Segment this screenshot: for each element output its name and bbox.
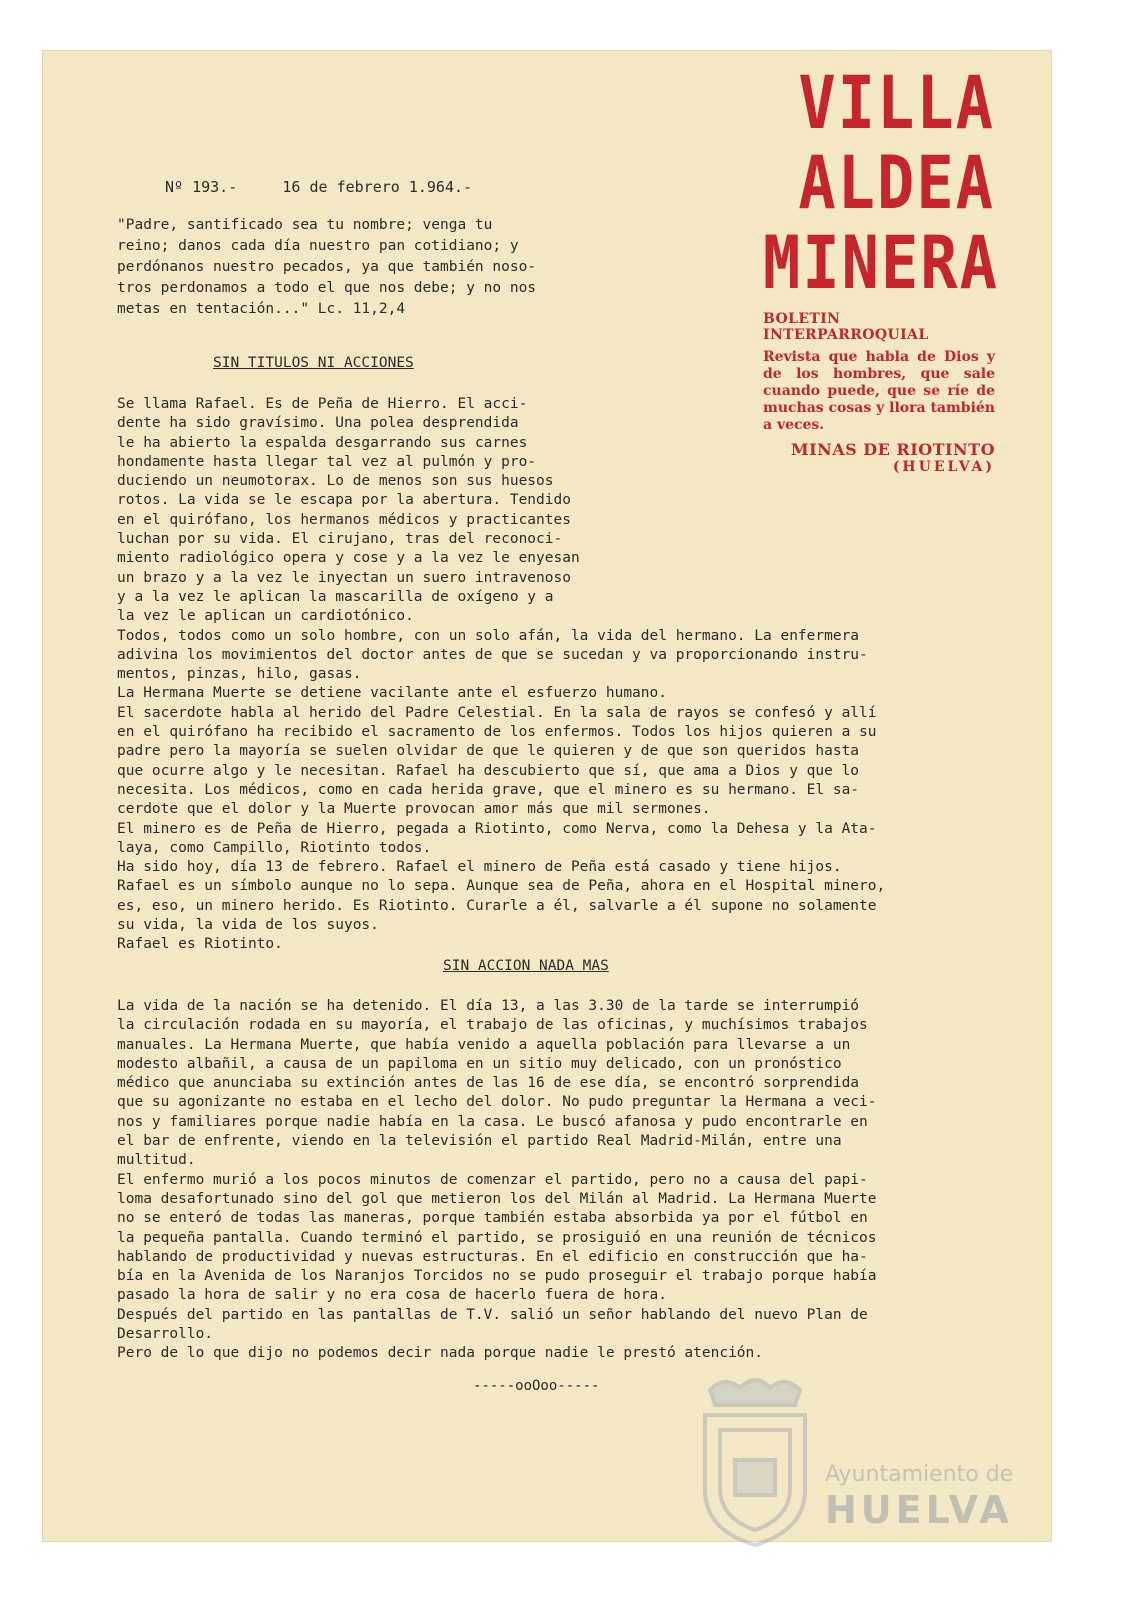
text-line: el bar de enfrente, viendo en la televisión el partido Real Madrid-Milán, entre una xyxy=(117,1133,842,1150)
text-line: que ocurre algo y le necesitan. Rafael ha descubierto que sí, que ama a Dios y que lo xyxy=(117,762,860,779)
text-line: hablando de productividad y nuevas estructuras. En el edificio en construcción que ha- xyxy=(117,1248,868,1265)
text-line: la pequeña pantalla. Cuando terminó el partido, se prosiguió en una reunión de técnicos xyxy=(117,1229,877,1246)
text-line: mentos, pinzas, hilo, gasas. xyxy=(117,666,362,683)
text-line: El minero es de Peña de Hierro, pegada a Riotinto, como Nerva, como la Dehesa y la Ata- xyxy=(117,820,877,837)
text-line: Ha sido hoy, día 13 de febrero. Rafael el minero de Peña está casado y tiene hijos. xyxy=(117,859,842,876)
text-line: Pero de lo que dijo no podemos decir nada porque nadie le prestó atención. xyxy=(117,1345,764,1362)
issue-date: 16 de febrero 1.964.- xyxy=(282,178,473,196)
quote-line: "Padre, santificado sea tu nombre; venga tu xyxy=(117,217,493,233)
text-line: La Hermana Muerte se detiene vacilante ante el esfuerzo humano. xyxy=(117,685,667,702)
text-line: El enfermo murió a los pocos minutos de comenzar el partido, pero no a causa del papi- xyxy=(117,1171,868,1188)
text-line: hondamente hasta llegar tal vez al pulmón y pro- xyxy=(117,453,537,470)
text-line: dente ha sido gravísimo. Una polea desprendida xyxy=(117,415,519,432)
masthead-province: (HUELVA) xyxy=(892,459,995,475)
text-line: Se llama Rafael. Es de Peña de Hierro. El acci- xyxy=(117,396,528,412)
masthead-title-line1: VILLA xyxy=(798,59,995,146)
text-line: médico que anunciaba su extinción antes de las 16 de ese día, se encontró sorprendida xyxy=(117,1075,860,1092)
text-line: duciendo un neumotorax. Lo de menos son sus huesos xyxy=(117,473,554,490)
text-line: Desarrollo. xyxy=(117,1326,214,1343)
text-line: nos y familiares porque nadie había en la casa. Le buscó afanosa y pudo encontrarle en xyxy=(117,1113,868,1130)
text-line: laya, como Campillo, Riotinto todos. xyxy=(117,839,432,856)
article1-body xyxy=(117,395,885,955)
text-line: Rafael es Riotinto. xyxy=(117,936,283,953)
masthead-title-line2: ALDEA xyxy=(798,139,995,226)
masthead-subtitle: BOLETIN INTERPARROQUIAL xyxy=(763,311,929,343)
text-line: pasado la hora de salir y no era cosa de hacerlo fuera de hora. xyxy=(117,1287,667,1304)
text-line: El sacerdote habla al herido del Padre Celestial. En la sala de rayos se confesó y allí xyxy=(117,704,877,721)
text-line: en el quirófano, los hermanos médicos y practicantes xyxy=(117,511,571,528)
text-line: y a la vez le aplican la mascarilla de oxígeno y a xyxy=(117,588,554,605)
watermark-line1: Ayuntamiento de xyxy=(825,1462,1014,1487)
closing-divider: -----ooOoo----- xyxy=(473,1378,600,1394)
text-line: es, eso, un minero herido. Es Riotinto. Curarle a él, salvarle a él supone no solamente xyxy=(117,897,877,914)
quote-line: tros perdonamos a todo el que nos debe; y no nos xyxy=(117,280,537,296)
article1-title: SIN TITULOS NI ACCIONES xyxy=(213,355,414,371)
text-line: le ha abierto la espalda desgarrando sus carnes xyxy=(117,434,528,451)
text-line: bía en la Avenida de los Naranjos Torcidos no se pudo proseguir el trabajo porque había xyxy=(117,1268,877,1285)
watermark-line2: HUELVA xyxy=(825,1488,1013,1532)
text-line: la vez le aplican un cardiotónico. xyxy=(117,608,414,625)
text-line: rotos. La vida se le escapa por la abertura. Tendido xyxy=(117,492,571,509)
text-line: necesita. Los médicos, como en cada herida grave, que el minero es su hermano. El sa- xyxy=(117,781,860,798)
text-line: luchan por su vida. El cirujano, tras del reconoci- xyxy=(117,531,563,548)
issue-header xyxy=(165,178,472,196)
text-line: padre pero la mayoría se suelen olvidar de que le quieren y de que son queridos hasta xyxy=(117,743,860,760)
quote-line: metas en tentación..." Lc. 11,2,4 xyxy=(117,301,406,317)
text-line: modesto albañil, a causa de un papiloma en un sitio muy delicado, con un pronóstico xyxy=(117,1055,842,1072)
text-line: su vida, la vida de los suyos. xyxy=(117,917,379,934)
text-line: Después del partido en las pantallas de T.V. salió un señor hablando del nuevo Plan de xyxy=(117,1306,868,1323)
masthead-title-line3: MINERA xyxy=(763,219,999,306)
text-line: loma desafortunado sino del gol que metieron los del Milán al Madrid. La Hermana Muerte xyxy=(117,1190,877,1207)
masthead-location: MINAS DE RIOTINTO xyxy=(790,440,995,459)
article2-title: SIN ACCION NADA MAS xyxy=(443,958,609,974)
text-line: manuales. La Hermana Muerte, que había venido a aquella población para llevarse a un xyxy=(117,1036,851,1053)
quote-line: perdónanos nuestro pecados, ya que también noso- xyxy=(117,259,537,275)
text-line: un brazo y a la vez le inyectan un suero intravenoso xyxy=(117,569,571,586)
text-line: Todos, todos como un solo hombre, con un solo afán, la vida del hermano. La enfermera xyxy=(117,627,860,644)
text-line: multitud. xyxy=(117,1152,196,1169)
text-line: miento radiológico opera y cose y a la vez le enyesan xyxy=(117,550,580,567)
masthead-description: Revista que habla de Dios y de los hombres, que sale cuando puede, que se ríe de muchas cosas y llora también a veces. xyxy=(763,349,995,433)
text-line: Rafael es un símbolo aunque no lo sepa. Aunque sea de Peña, ahora en el Hospital minero, xyxy=(117,878,886,895)
article2-body xyxy=(117,997,877,1364)
text-line: que su agonizante no estaba en el lecho del dolor. No pudo preguntar la Hermana a veci- xyxy=(117,1094,877,1111)
text-line: cerdote que el dolor y la Muerte provocan amor más que mil sermones. xyxy=(117,801,711,818)
text-line: no se enteró de todas las maneras, porque también estaba absorbida ya por el fútbol en xyxy=(117,1210,868,1227)
quote-line: reino; danos cada día nuestro pan cotidiano; y xyxy=(117,238,519,254)
text-line: adivina los movimientos del doctor antes de que se sucedan y va proporcionando instru- xyxy=(117,646,868,663)
text-line: en el quirófano ha recibido el sacramento de los enfermos. Todos los hijos quieren a su xyxy=(117,724,877,741)
text-line: La vida de la nación se ha detenido. El día 13, a las 3.30 de la tarde se interrumpió xyxy=(117,998,860,1014)
epigraph-quote xyxy=(117,215,587,320)
text-line: la circulación rodada en su mayoría, el trabajo de las oficinas, y muchísimos trabajos xyxy=(117,1017,868,1034)
issue-number: Nº 193.- xyxy=(165,178,238,196)
